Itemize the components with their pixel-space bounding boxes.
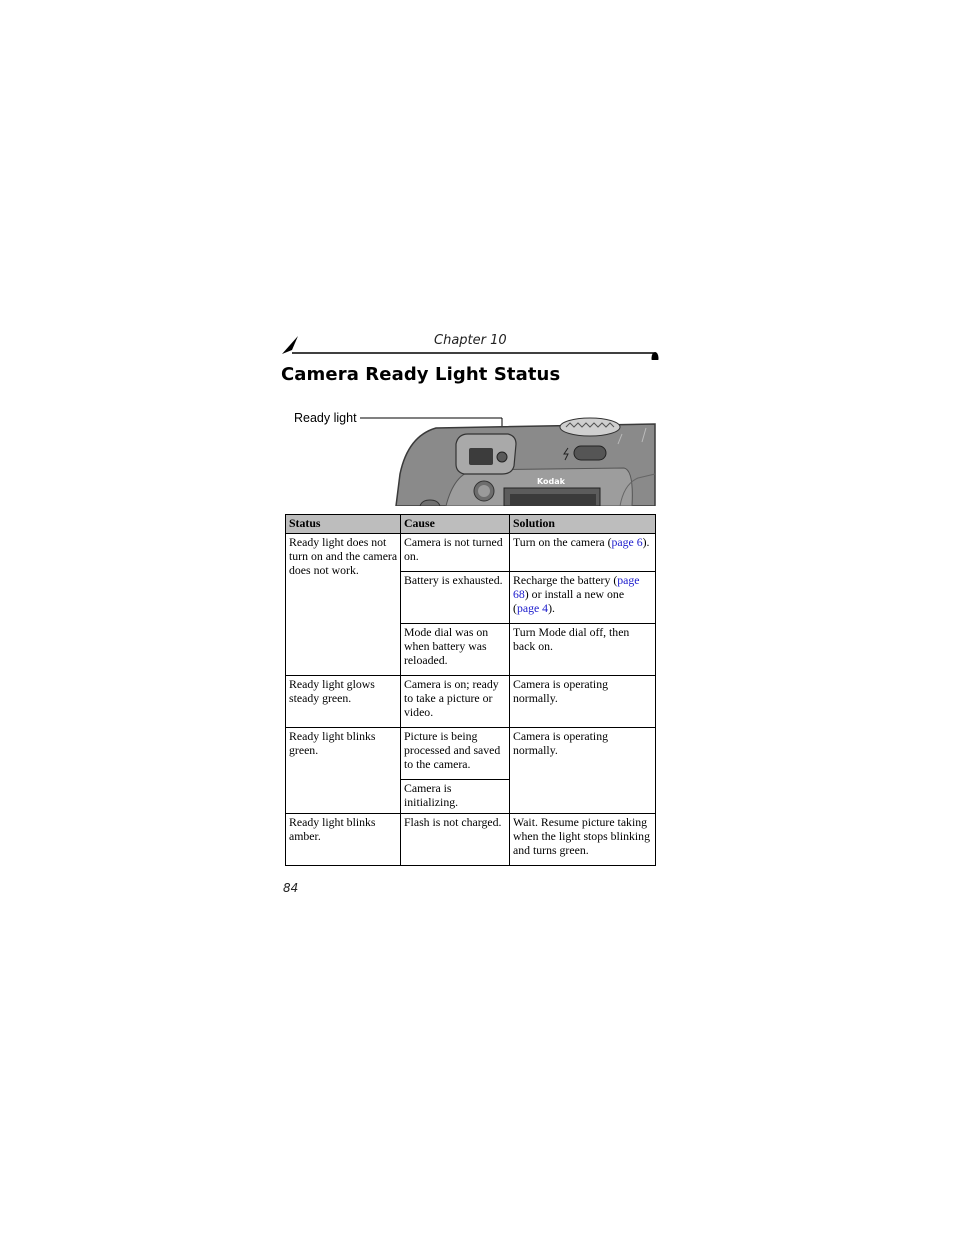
cause-cell: Camera is on; ready to take a picture or video. [401, 676, 510, 728]
solution-cell: Recharge the battery (page 68) or install a new one (page 4). [510, 572, 656, 624]
cause-cell: Mode dial was on when battery was reloaded. [401, 624, 510, 676]
page-link[interactable]: page 68 [513, 573, 640, 601]
page-link[interactable]: page 4 [516, 601, 549, 615]
solution-cell: Camera is operating normally. [510, 676, 656, 728]
column-header-cause: Cause [401, 515, 510, 534]
status-cell: Ready light glows steady green. [286, 676, 401, 728]
solution-cell: Turn on the camera (page 6). [510, 534, 656, 572]
camera-back-illustration [356, 414, 657, 506]
page-link[interactable]: page 6 [611, 535, 643, 549]
status-cell: Ready light does not turn on and the camera does not work. [286, 534, 401, 676]
solution-cell: Camera is operating normally. [510, 728, 656, 814]
ready-light-status-table [285, 514, 656, 866]
solution-cell: Turn Mode dial off, then back on. [510, 624, 656, 676]
table-row [286, 676, 656, 728]
table-header-row [286, 515, 656, 534]
status-cell: Ready light blinks amber. [286, 814, 401, 866]
table-row [286, 534, 656, 572]
column-header-solution: Solution [510, 515, 656, 534]
cause-cell: Flash is not charged. [401, 814, 510, 866]
column-header-status: Status [286, 515, 401, 534]
page-number: 84 [283, 881, 299, 895]
chapter-label: Chapter 10 [434, 333, 507, 348]
solution-cell: Wait. Resume picture taking when the light stops blinking and turns green. [510, 814, 656, 866]
page-title: Camera Ready Light Status [281, 364, 561, 385]
table-row [286, 728, 656, 780]
cause-cell: Picture is being processed and saved to the camera. [401, 728, 510, 780]
status-cell: Ready light blinks green. [286, 728, 401, 814]
cause-cell: Camera is not turned on. [401, 534, 510, 572]
ready-light-callout-label: Ready light [294, 411, 357, 425]
cause-cell: Battery is exhausted. [401, 572, 510, 624]
brand-logo: Kodak [537, 477, 565, 486]
cause-cell: Camera is initializing. [401, 780, 510, 814]
table-row [286, 814, 656, 866]
